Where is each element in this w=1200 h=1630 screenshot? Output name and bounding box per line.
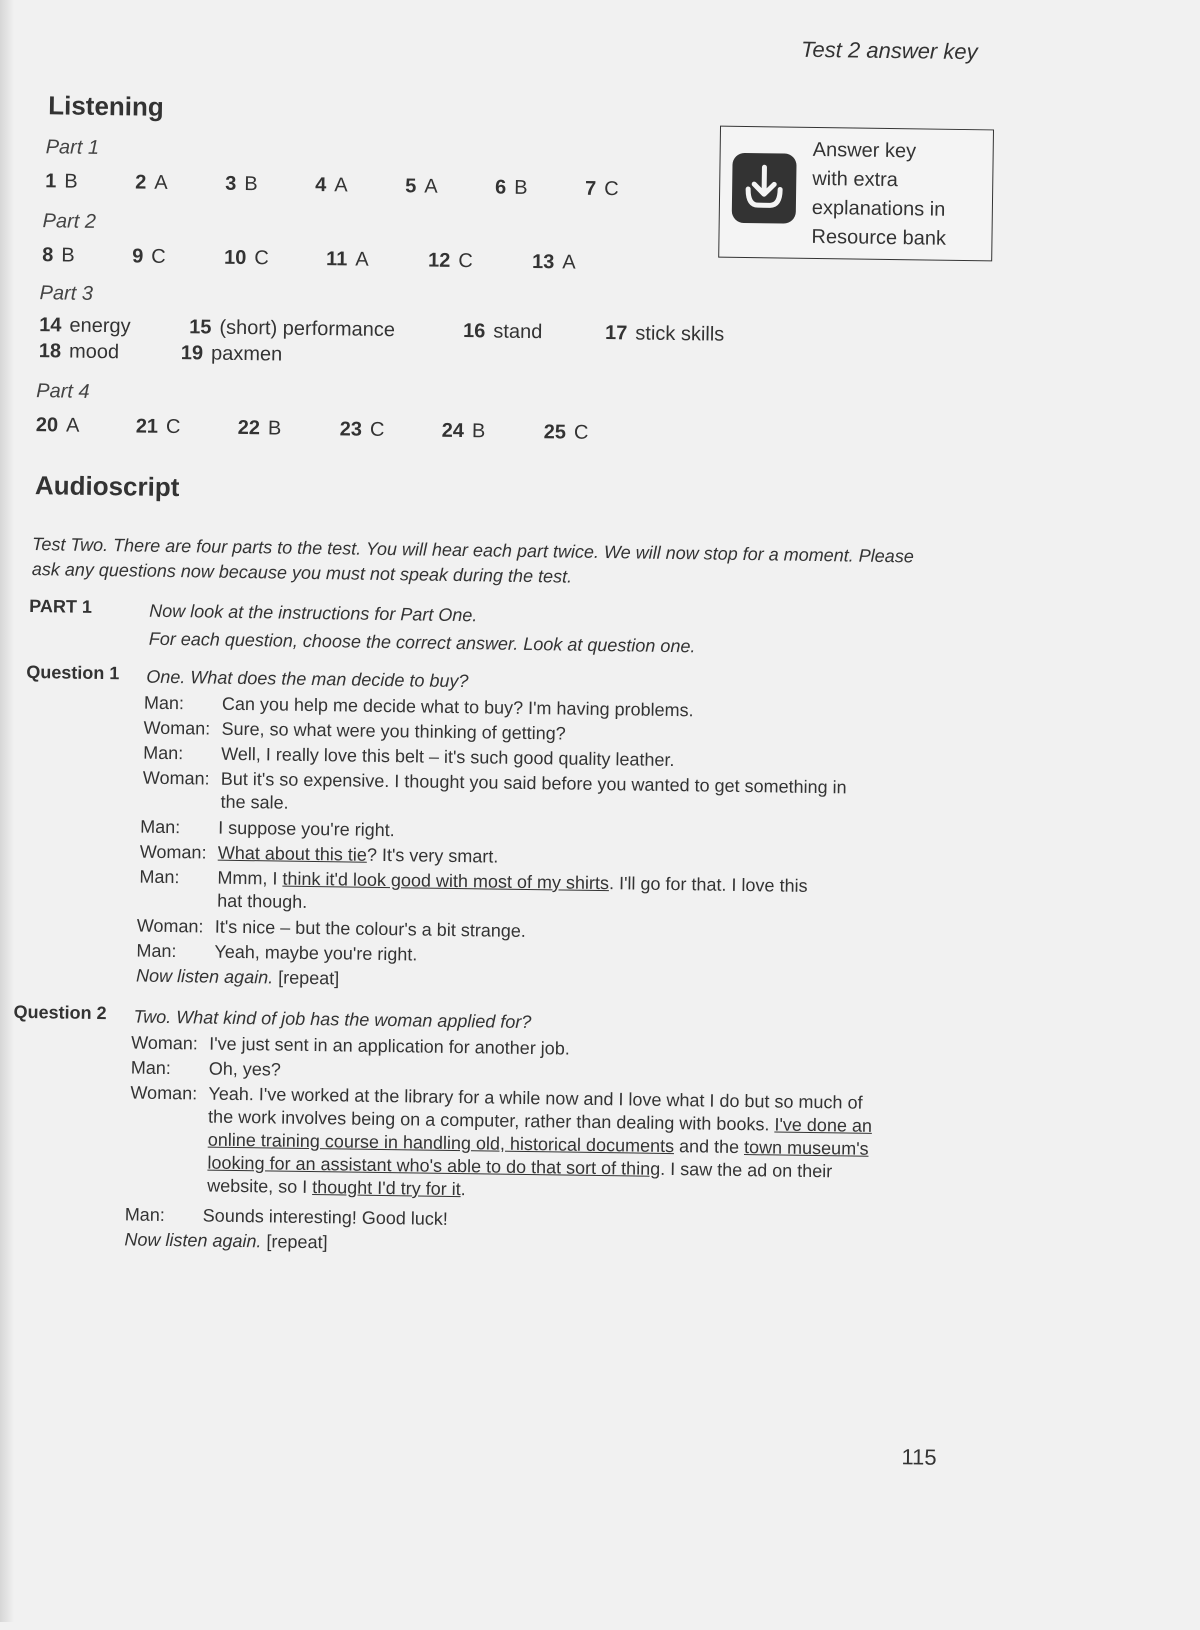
part-4-answers [36, 414, 634, 445]
download-icon[interactable] [732, 153, 797, 224]
question-1-prompt: One. What does the man decide to buy? [146, 666, 469, 692]
part-4-label: Part 4 [36, 380, 90, 403]
dialogue-line: Man: Well, I really love this belt – it's such good quality leather. [143, 742, 675, 771]
answer-item: 6 B [494, 176, 528, 199]
answer-item: 14 energy [39, 314, 131, 338]
part-1-label: Part 1 [45, 136, 100, 159]
answer-item: 8 B [42, 244, 75, 267]
answer-item: 21 C [135, 415, 181, 439]
dialogue-line: Man: Yeah, maybe you're right. [136, 940, 418, 965]
dialogue-line: Woman: I've just sent in an application for another job. [131, 1032, 570, 1059]
dialogue-line: Woman: Sure, so what were you thinking of getting? [143, 717, 566, 744]
part-2-label: Part 2 [42, 210, 97, 233]
answer-item: 5 A [405, 175, 438, 198]
dialogue-line-long: Woman: Yeah. I've worked at the library for a while now and I love what I do but so much of the work involves being on a computer, rather than dealing with books. I've done an online training course in handling old, historical documents and the town museum's looking for an assistant who's able to do that sort of thing. I saw the ad on their website, so I thought I'd try for it. [130, 1082, 873, 1200]
instruction-line: Now look at the instructions for Part One. [149, 600, 478, 626]
answer-item: 19 paxmen [180, 342, 283, 366]
answer-item: 22 B [237, 416, 282, 440]
part-3-label: Part 3 [39, 282, 94, 305]
answer-item: 10 C [223, 246, 269, 270]
dialogue-line: Woman: But it's so expensive. I thought you said before you wanted to get something in the sale. [142, 767, 847, 813]
listening-heading: Listening [48, 90, 165, 122]
page-header-title: Test 2 answer key [800, 36, 978, 65]
repeat-line: Now listen again. [repeat] [124, 1229, 328, 1253]
dialogue-line: Man: Mmm, I think it'd look good with most of my shirts. I'll go for that. I love this hat though. [139, 866, 808, 912]
part-1-answers [45, 170, 675, 202]
repeat-line: Now listen again. [repeat] [135, 965, 340, 989]
answer-item: 16 stand [462, 320, 543, 344]
part-1-script-label: PART 1 [29, 596, 93, 617]
dialogue-line: Man: Oh, yes? [130, 1057, 281, 1080]
answer-item: 4 A [315, 173, 348, 197]
part-2-answers [42, 244, 632, 275]
dialogue-line: Man: Sounds interesting! Good luck! [124, 1204, 449, 1229]
resource-text-line: Answer key [812, 138, 917, 163]
instruction-line: For each question, choose the correct answer. Look at question one. [148, 628, 696, 657]
answer-item: 23 C [339, 418, 385, 441]
audioscript-heading: Audioscript [34, 470, 180, 503]
answer-item: 1 B [45, 170, 78, 193]
resource-box-text [811, 136, 947, 254]
resource-bank-box[interactable] [718, 126, 994, 262]
answer-item: 24 B [441, 419, 486, 443]
resource-text-line: explanations in [811, 196, 946, 221]
dialogue-line: Woman: It's nice – but the colour's a bit strange. [136, 915, 526, 941]
page-number: 115 [901, 1444, 937, 1470]
answer-item: 15 (short) performance [189, 316, 396, 342]
answer-item: 13 A [531, 251, 576, 274]
dialogue-line: Man: Can you help me decide what to buy? I'm having problems. [143, 692, 694, 721]
dialogue-line: Man: I suppose you're right. [140, 816, 395, 841]
answer-item: 17 stick skills [604, 322, 725, 346]
answer-item: 2 A [135, 171, 168, 194]
part-3-answers-row-2 [39, 340, 341, 367]
answer-item: 25 C [543, 421, 589, 444]
answer-item: 3 B [225, 172, 258, 196]
answer-item: 20 A [35, 414, 80, 437]
answer-item: 7 C [584, 177, 619, 201]
dialogue-line: Woman: What about this tie? It's very smart. [139, 841, 499, 867]
answer-item: 9 C [131, 245, 166, 268]
resource-text-line: Resource bank [811, 225, 947, 250]
question-1-label: Question 1 [26, 661, 120, 684]
audioscript-intro: Test Two. There are four parts to the test. You will hear each part twice. We will now stop for a moment. Please ask any questions now because you must not speak during the test. [31, 534, 914, 587]
question-2-prompt: Two. What kind of job has the woman applied for? [133, 1006, 532, 1033]
answer-item: 11 A [325, 248, 369, 271]
question-2-label: Question 2 [13, 1001, 107, 1024]
answer-item: 18 mood [38, 340, 120, 364]
resource-text-line: with extra [812, 167, 899, 192]
answer-item: 12 C [427, 249, 473, 273]
